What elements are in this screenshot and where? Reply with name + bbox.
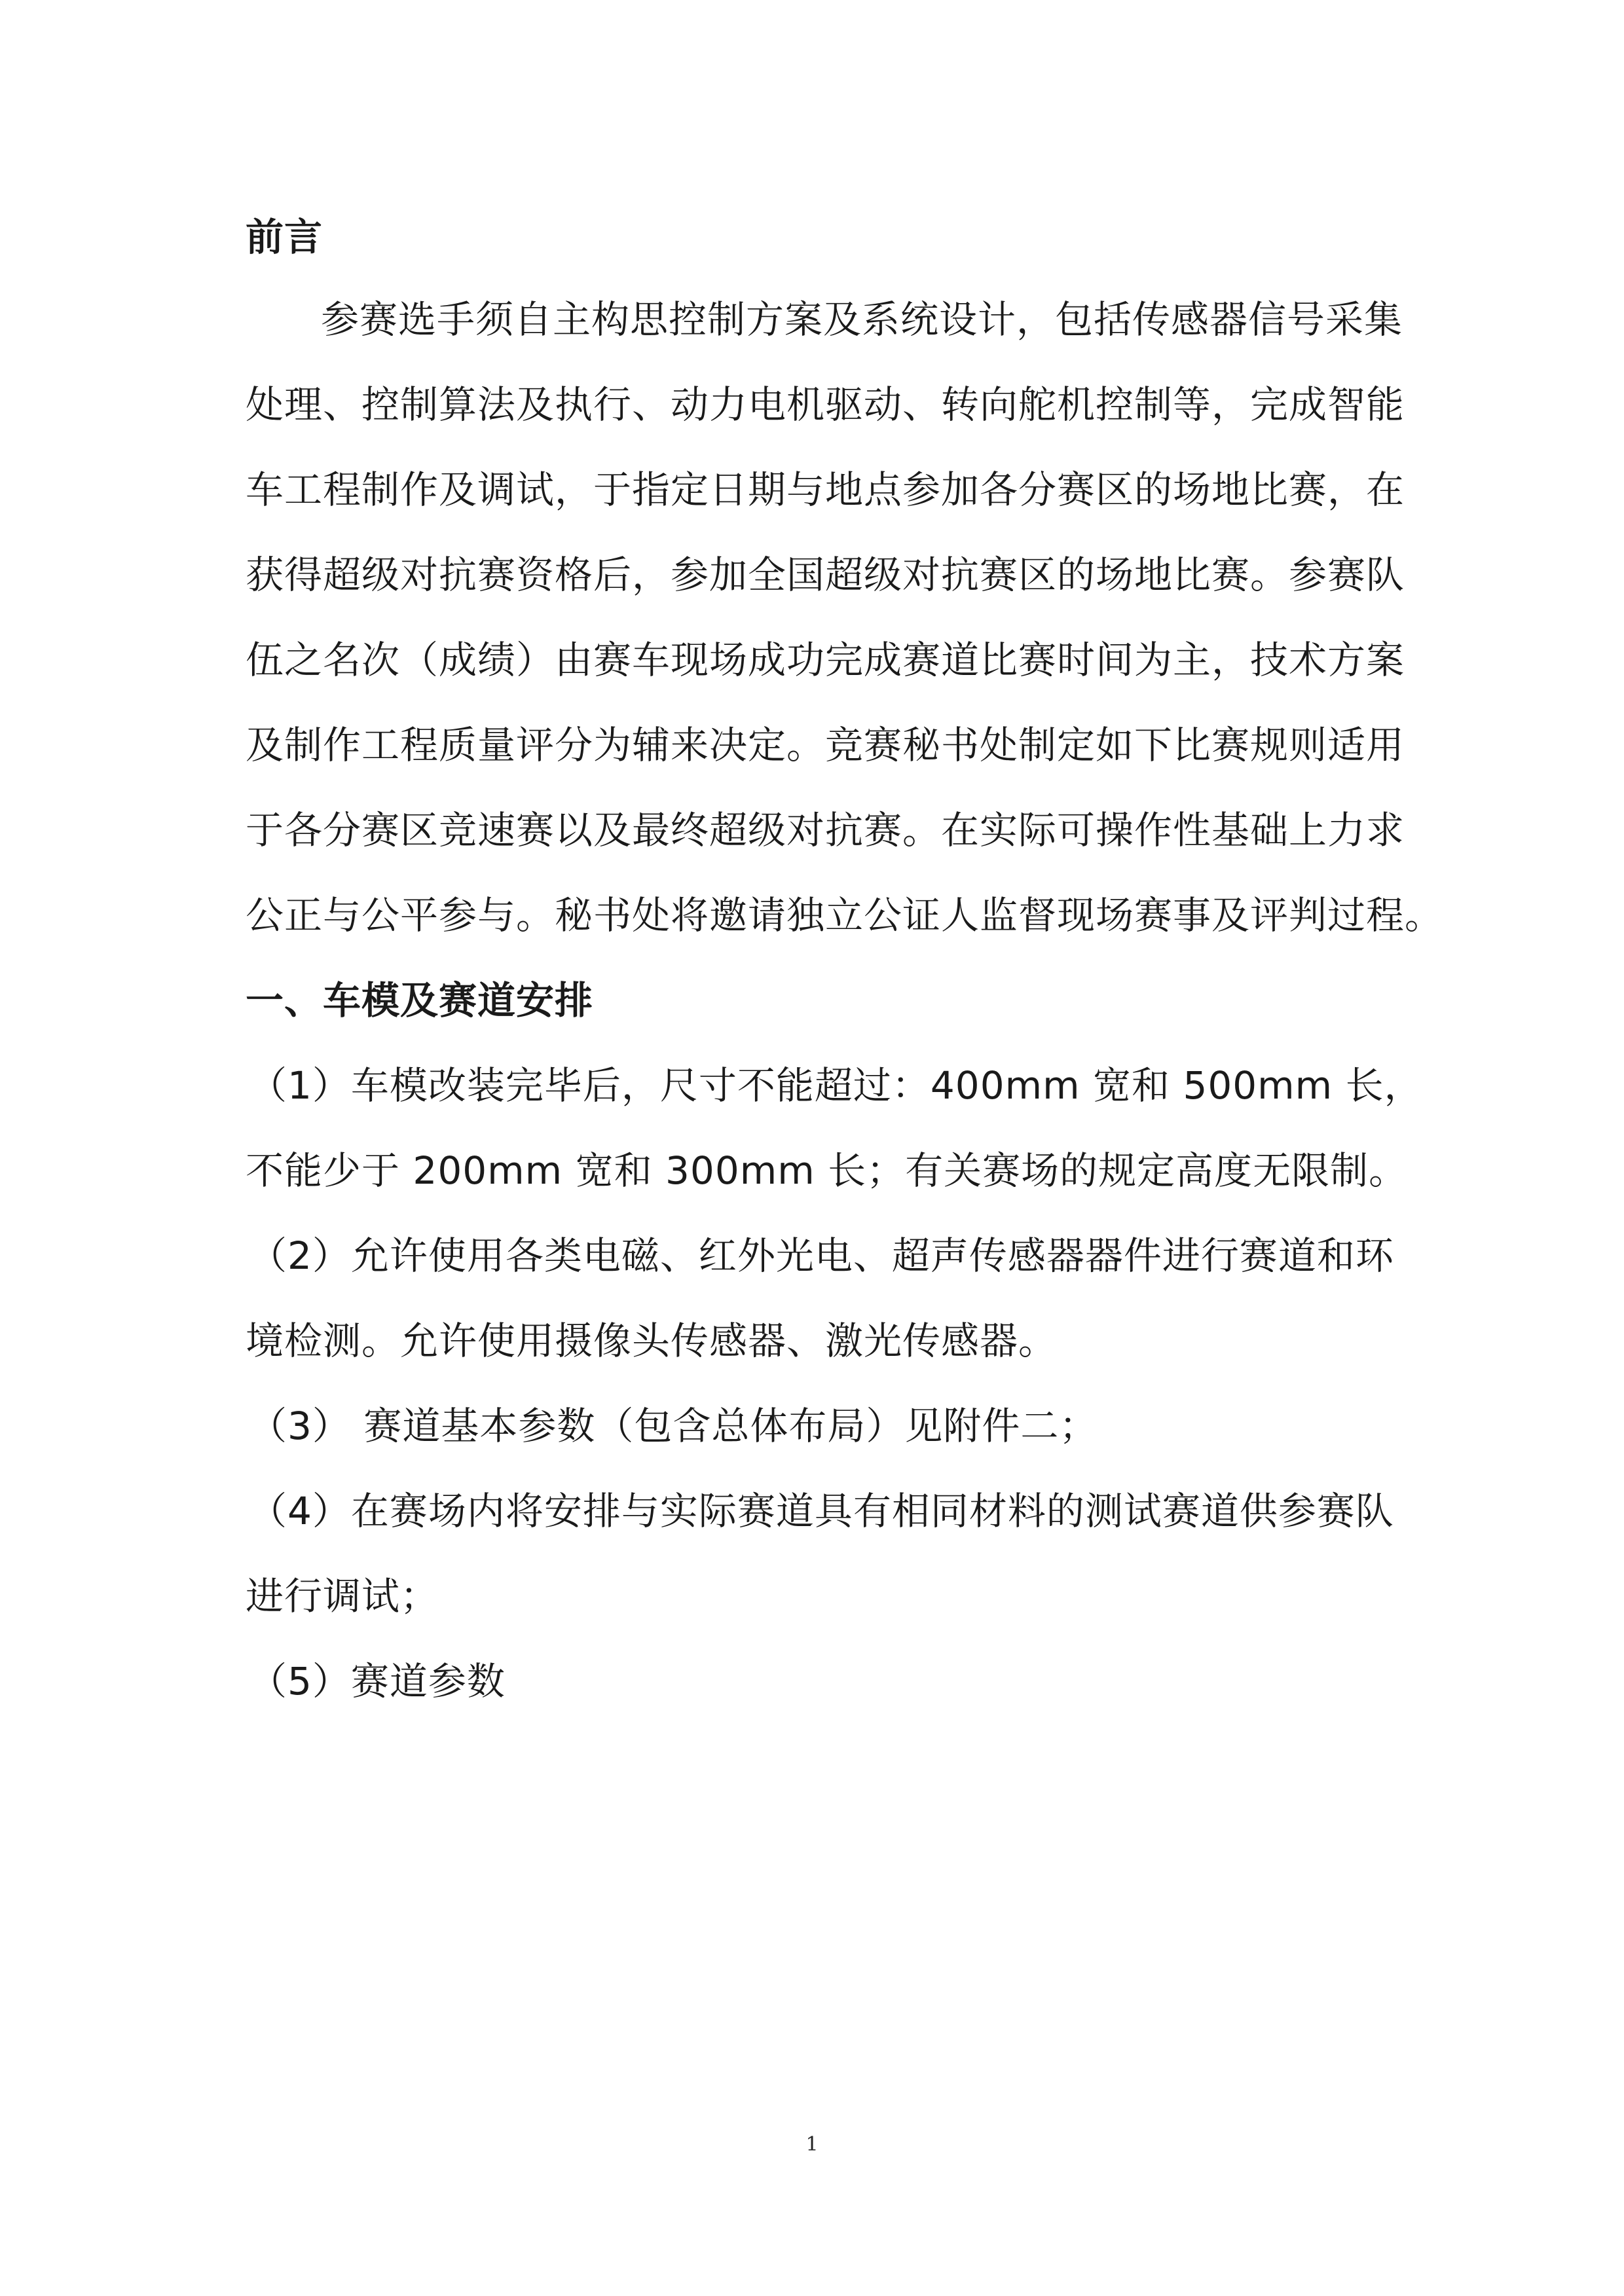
preface-line-6: 及制作工程质量评分为辅来决定。竞赛秘书处制定如下比赛规则适用 bbox=[246, 723, 1405, 767]
section1-line-1: （1）车模改装完毕后，尺寸不能超过：400mm 宽和 500mm 长， bbox=[249, 1063, 1423, 1108]
preface-line-4: 获得超级对抗赛资格后，参加全国超级对抗赛区的场地比赛。参赛队 bbox=[246, 553, 1405, 597]
preface-line-7: 于各分赛区竞速赛以及最终超级对抗赛。在实际可操作性基础上力求 bbox=[246, 808, 1405, 852]
page-number: 1 bbox=[805, 2133, 819, 2156]
section1-line-5: （3） 赛道基本参数（包含总体布局）见附件二； bbox=[249, 1404, 1098, 1448]
section1-line-2: 不能少于 200mm 宽和 300mm 长；有关赛场的规定高度无限制。 bbox=[246, 1148, 1408, 1193]
section1-line-4: 境检测。允许使用摄像头传感器、激光传感器。 bbox=[246, 1319, 1058, 1363]
section1-line-8: （5）赛道参数 bbox=[249, 1659, 506, 1704]
section1-heading: 一、车模及赛道安排 bbox=[246, 978, 594, 1023]
section1-line-6: （4）在赛场内将安排与实际赛道具有相同材料的测试赛道供参赛队 bbox=[249, 1489, 1394, 1533]
preface-line-3: 车工程制作及调试，于指定日期与地点参加各分赛区的场地比赛，在 bbox=[246, 467, 1405, 512]
preface-line-5: 伍之名次（成绩）由赛车现场成功完成赛道比赛时间为主，技术方案 bbox=[246, 638, 1405, 682]
section1-line-7: 进行调试； bbox=[246, 1574, 439, 1618]
preface-line-2: 处理、控制算法及执行、动力电机驱动、转向舵机控制等，完成智能 bbox=[246, 382, 1405, 427]
preface-line-1: 参赛选手须自主构思控制方案及系统设计，包括传感器信号采集 bbox=[321, 297, 1403, 342]
preface-line-8: 公正与公平参与。秘书处将邀请独立公证人监督现场赛事及评判过程。 bbox=[246, 893, 1444, 938]
preface-heading: 前言 bbox=[246, 215, 323, 259]
section1-line-3: （2）允许使用各类电磁、红外光电、超声传感器器件进行赛道和环 bbox=[249, 1233, 1394, 1278]
